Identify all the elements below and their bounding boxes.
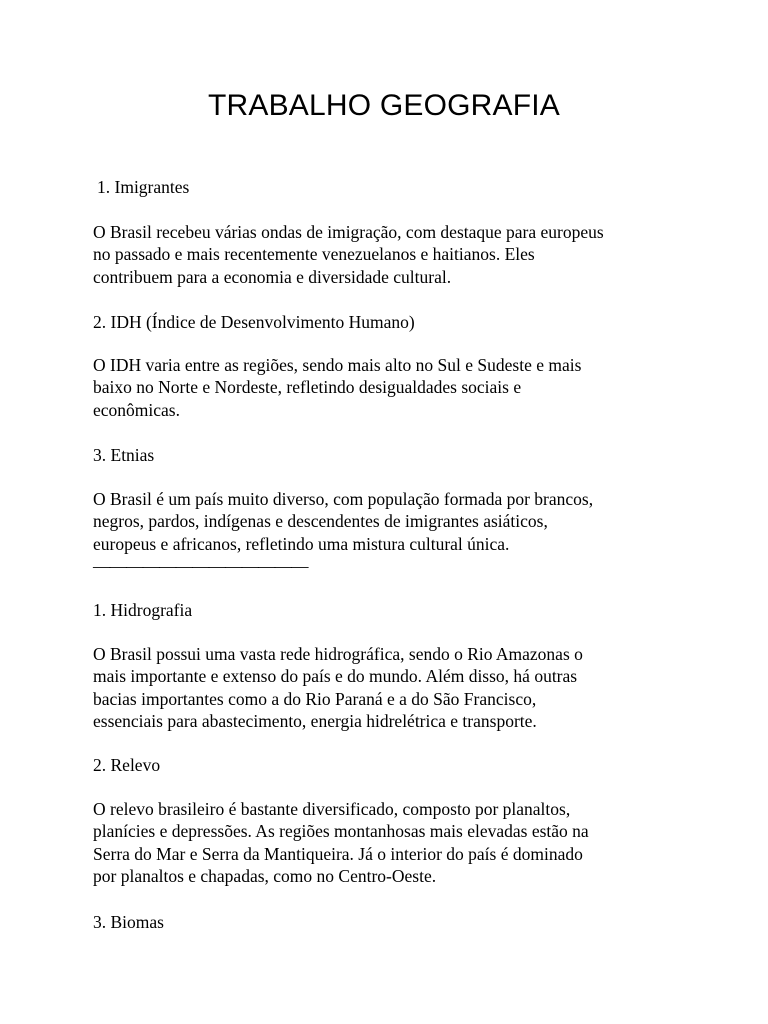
paragraph-line: negros, pardos, indígenas e descendentes de imigrantes asiáticos,: [93, 511, 548, 532]
paragraph-line: por planaltos e chapadas, como no Centro-Oeste.: [93, 865, 437, 886]
paragraph-idh: [93, 354, 693, 421]
paragraph-line: bacias importantes como a do Rio Paraná e a do São Francisco,: [93, 688, 537, 709]
paragraph-imigrantes: [93, 221, 693, 288]
paragraph-line: no passado e mais recentemente venezuelanos e haitianos. Eles: [93, 244, 535, 265]
section-heading-relevo: 2. Relevo: [93, 755, 161, 775]
section-heading-etnias: 3. Etnias: [93, 445, 155, 465]
section-heading-imigrantes: 1. Imigrantes: [97, 177, 190, 197]
paragraph-line: essenciais para abastecimento, energia hidrelétrica e transporte.: [93, 710, 537, 731]
paragraph-line: O Brasil é um país muito diverso, com população formada por brancos,: [93, 489, 594, 509]
paragraph-line: O Brasil possui uma vasta rede hidrográfica, sendo o Rio Amazonas o: [93, 644, 583, 664]
paragraph-line: baixo no Norte e Nordeste, refletindo desigualdades sociais e: [93, 377, 522, 398]
paragraph-line: econômicas.: [93, 399, 180, 420]
paragraph-etnias: [93, 488, 693, 577]
paragraph-line: planícies e depressões. As regiões montanhosas mais elevadas estão na: [93, 821, 589, 842]
paragraph-line: mais importante e extenso do país e do mundo. Além disso, há outras: [93, 666, 578, 687]
paragraph-hidrografia: [93, 643, 693, 732]
paragraph-line: O relevo brasileiro é bastante diversificado, composto por planaltos,: [93, 799, 571, 819]
paragraph-relevo: [93, 798, 693, 887]
section-heading-idh: 2. IDH (Índice de Desenvolvimento Humano): [93, 312, 415, 332]
paragraph-line: contribuem para a economia e diversidade cultural.: [93, 266, 452, 287]
paragraph-line: O Brasil recebeu várias ondas de imigração, com destaque para europeus: [93, 222, 604, 242]
section-heading-biomas: 3. Biomas: [93, 912, 164, 932]
section-heading-hidrografia: 1. Hidrografia: [93, 600, 193, 620]
document-title: TRABALHO GEOGRAFIA: [208, 89, 560, 122]
section-divider: —————————————: [93, 555, 308, 576]
paragraph-line: europeus e africanos, refletindo uma mistura cultural única.: [93, 533, 510, 554]
paragraph-line: O IDH varia entre as regiões, sendo mais alto no Sul e Sudeste e mais: [93, 355, 582, 375]
paragraph-line: Serra do Mar e Serra da Mantiqueira. Já o interior do país é dominado: [93, 843, 583, 864]
